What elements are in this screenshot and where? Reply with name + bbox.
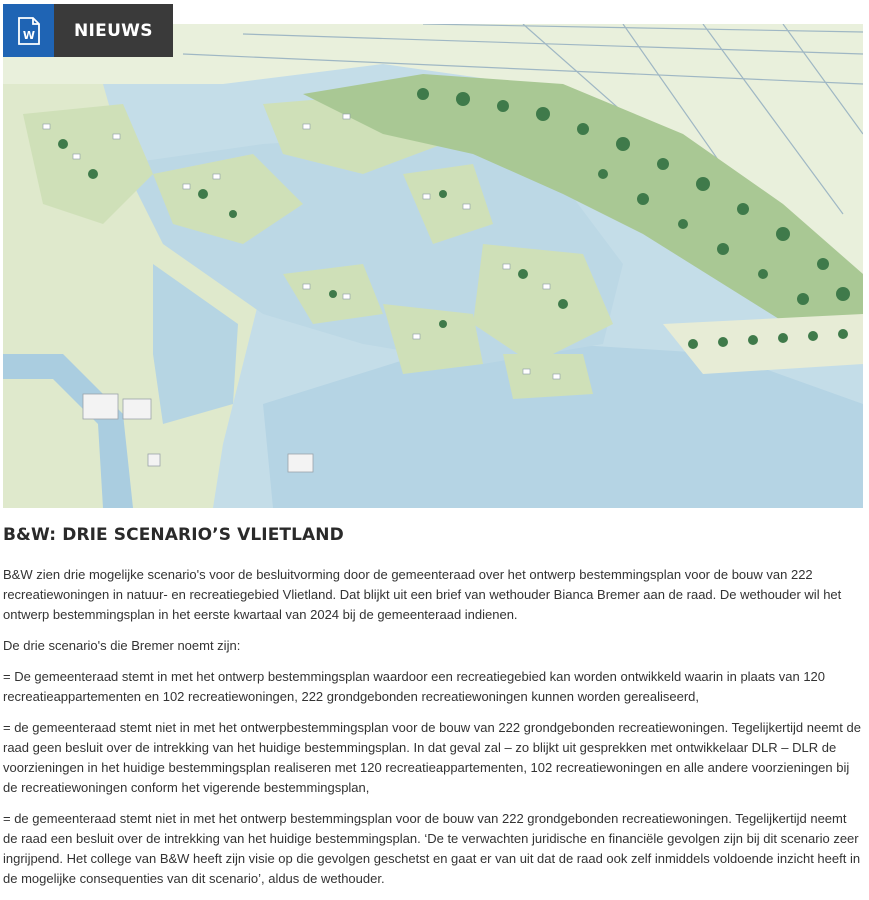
category-badge[interactable] <box>3 4 173 57</box>
article-paragraph: = de gemeenteraad stemt niet in met het ontwerpbestemmingsplan voor de bouw van 222 grondgebonden recreatiewoningen. Tegelijkertijd neemt de raad geen besluit over de intrekking van het huidige bestemmingsplan. In dat geval zal – zo blijkt uit gesprekken met ontwikkelaar DLR – DLR de voorzieningen in het huidige bestemmingsplan realiseren met 120 recreatieappartementen, 102 recreatiewoningen en alle andere voorzieningen bij de recreatiewoningen conform het vigerende bestemmingsplan, <box>3 720 861 795</box>
hero-image <box>3 24 863 508</box>
article-paragraph: = de gemeenteraad stemt niet in met het ontwerp bestemmingsplan voor de bouw van 222 grondgebonden recreatiewoningen. Tegelijkertijd neemt de raad een besluit over de intrekking van het huidige bestemmingsplan. ‘De te verwachten juridische en financiële gevolgen zijn bij dit scenario zeer ingrijpend. Het college van B&W heeft zijn visie op die gevolgen geschetst en gaat er van uit dat de raad ook zelf inmiddels voldoende inzicht heeft in de mogelijke consequenties van dit scenario’, aldus de wethouder. <box>3 811 861 886</box>
article <box>3 520 861 900</box>
article-title: B&W: DRIE SCENARIO’S VLIETLAND <box>3 525 344 545</box>
category-label[interactable]: NIEUWS <box>54 4 173 57</box>
article-paragraph: De drie scenario's die Bremer noemt zijn: <box>3 638 241 653</box>
icon-letter: W <box>22 28 35 42</box>
document-w-icon <box>3 4 54 57</box>
article-paragraph: = De gemeenteraad stemt in met het ontwerp bestemmingsplan waardoor een recreatiegebied kan worden ontwikkeld waarin in plaats van 120 recreatieappartementen en 102 recreatiewoningen, 222 grondgebonden recreatiewoningen kunnen worden gerealiseerd, <box>3 669 826 704</box>
aerial-map-illustration <box>3 24 863 508</box>
article-paragraph: B&W zien drie mogelijke scenario's voor de besluitvorming door de gemeenteraad over het ontwerp bestemmingsplan voor de bouw van 222 recreatiewoningen in natuur- en recreatiegebied Vlietland. Dat blijkt uit een brief van wethouder Bianca Bremer aan de raad. De wethouder wil het ontwerp bestemmingsplan in het eerste kwartaal van 2024 bij de gemeenteraad indienen. <box>3 567 842 622</box>
